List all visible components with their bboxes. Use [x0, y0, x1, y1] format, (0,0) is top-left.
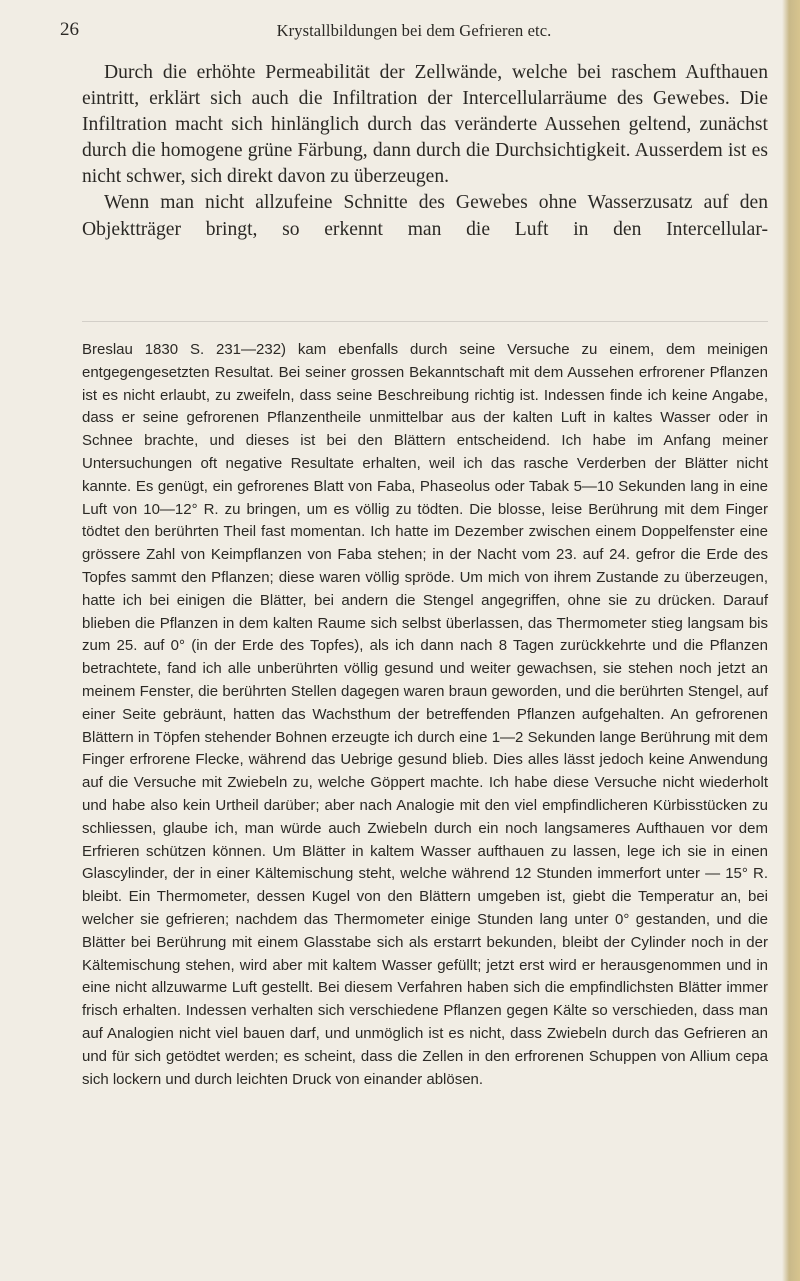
page-header: [60, 18, 768, 48]
page-number: 26: [60, 19, 79, 40]
body-text: [82, 60, 768, 243]
footnote-separator: [82, 321, 768, 322]
body-paragraph-1: Durch die erhöhte Permeabilität der Zellwände, welche bei raschem Aufthauen eintritt, erklärt sich auch die Infiltration der Intercellularräume des Gewebes. Die Infiltration macht sich hinlänglich durch das veränderte Aussehen geltend, zunächst durch die homogene grüne Färbung, dann durch die Durchsichtigkeit. Ausserdem ist es nicht schwer, sich direkt davon zu überzeugen.: [82, 62, 768, 188]
running-title: Krystallbildungen bei dem Gefrieren etc.: [276, 21, 552, 40]
footnote-text: Breslau 1830 S. 231—232) kam ebenfalls durch seine Versuche zu einem, dem meinigen entgegengesetzten Resultat. Bei seiner grossen Bekanntschaft mit dem Aussehen erfrorener Pflanzen ist es nicht erlaubt, zu zweifeln, dass seine Beschreibung richtig ist. Indessen finde ich keine Angabe, dass er seine gefrorenen Pflanzentheile unmittelbar aus der kalten Luft in kaltes Wasser oder in Schnee brachte, und dieses ist bei den Blättern entscheidend. Ich habe im Anfang meiner Untersuchungen oft negative Resultate erhalten, weil ich das rasche Verderben der Blätter nicht kannte. Es genügt, ein gefrorenes Blatt von Faba, Phaseolus oder Tabak 5—10 Sekunden lang in eine Luft von 10—12° R. zu bringen, um es völlig zu tödten. Die blosse, leise Berührung mit dem Finger tödtet den berührten Theil fast momentan. Ich hatte im Dezember zwischen einem Doppelfenster eine grössere Zahl von Keimpflanzen von Faba stehen; in der Nacht vom 23. auf 24. gefror die Erde des Topfes sammt den Pflanzen; diese waren völlig spröde. Um mich von ihrem Zustande zu überzeugen, hatte ich bei einigen die Blätter, bei andern die Stengel angegriffen, ohne sie zu drücken. Darauf blieben die Pflanzen in dem kalten Raume sich selbst überlassen, das Thermometer stieg langsam bis zum 25. auf 0° (in der Erde des Topfes), als ich dann nach 8 Tagen zurückkehrte und die Pflanzen betrachtete, fand ich alle unberührten völlig gesund und weiter gewachsen, sie stehen noch jetzt an meinem Fenster, die berührten Stellen dagegen waren braun geworden, und die berührten Stengel, auf einer Seite gebräunt, hatten das Wachsthum der betreffenden Pflanzen aufgehalten. An gefrorenen Blättern in Töpfen stehender Bohnen erzeugte ich durch eine 1—2 Sekunden lange Berührung mit dem Finger erfrorene Flecke, während das Uebrige gesund blieb. Dies alles lässt jedoch keine Anwendung auf die Versuche mit Zwiebeln zu, welche Göppert machte. Ich habe diese Versuche nicht wiederholt und habe also kein Urtheil darüber; aber nach Analogie mit den viel empfindlicheren Kürbisstücken zu schliessen, glaube ich, man würde auch Zwiebeln durch ein noch langsameres Aufthauen vor dem Erfrieren schützen können. Um Blätter in kaltem Wasser aufthauen zu lassen, lege ich sie in einen Glascylinder, der in einer Kältemischung steht, welche während 12 Stunden immerfort unter — 15° R. bleibt. Ein Thermometer, dessen Kugel von den Blättern umgeben ist, giebt die Temperatur an, bei welcher sie gefrieren; nachdem das Thermometer einige Stunden lang unter 0° gestanden, und die Blätter bei Berührung mit einem Glasstabe sich als erstarrt bekunden, bleibt der Cylinder noch in der Kältemischung stehen, wird aber mit kaltem Wasser gefüllt; jetzt erst wird er herausgenommen und in eine nicht allzuwarme Luft gestellt. Bei diesem Verfahren haben sich die empfindlichsten Blätter immer frisch erhalten. Indessen verhalten sich verschiedene Pflanzen gegen Kälte so verschieden, dass man auf Analogien nicht viel bauen darf, und unmöglich ist es nicht, dass Zwiebeln durch das Gefrieren an und für sich getödtet werden; es scheint, dass die Zellen in den erfrorenen Schuppen von Allium cepa sich lockern und durch leichten Druck von einander ablösen.: [82, 341, 768, 1088]
body-paragraph-2: Wenn man nicht allzufeine Schnitte des Gewebes ohne Wasserzusatz auf den Objektträger bringt, so erkennt man die Luft in den Intercellular-: [82, 192, 768, 240]
page-edge-shadow: [782, 0, 800, 1281]
